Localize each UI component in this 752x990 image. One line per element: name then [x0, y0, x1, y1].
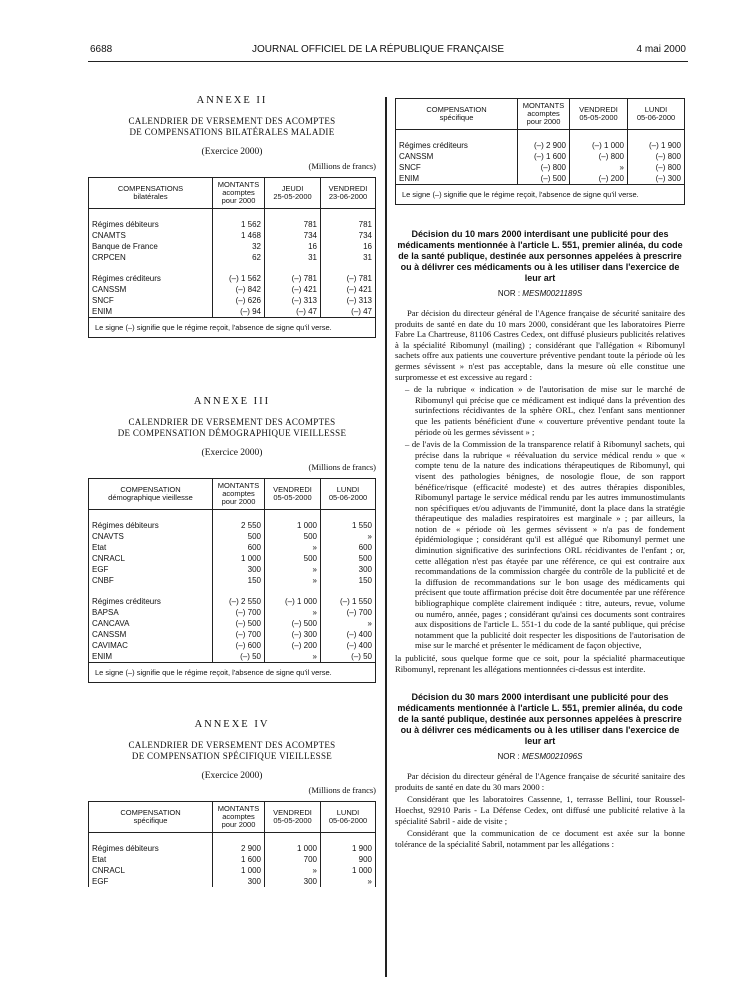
paragraph: – de l'avis de la Commission de la transparence relatif à Ribomunyl sachets, qui précise dans la rubrique « réévaluation du service médical rendu » que « compte tenu de la nature des indications thérapeutiques de Ribomunyl, qui visent des pathologies bénignes, de nosologie floue, de son rapport bénéfice/risque (efficacité modeste) et des autres thérapies disponibles, Ribomunyl partage le service médical rendu par les autres immunostimulants non spécifiques et/ou adjuvants de l'immunité, dont la place dans la stratégie thérapeutique des maladies respiratoires est marginale » ; par ailleurs, la notion de « période où les germes sévissent » n'a pas de fondement épidémiologique ; considérant qu'il est allégué que Ribomunyl permet une diminution significative des surinfections ORL récidivantes de l'enfant ; or, cette allégation n'est pas étayée par une référence, ce qui est contraire aux recommandations de la commission chargée du contrôle de la publicité et de la diffusion de recommandations sur le bon usage des médicaments qui précisent que toute affirmation précise doit être documentée par une référence bibliographique complète clairement indiquée : titre, auteurs, revue, volume ou numéro, année, pages ; considérant qu'ainsi ces documents sont contraires aux dispositions de l'article L. 551-1 du code de la santé publique, qui précise notamment que la publicité doit respecter les dispositions de l'autorisation de mise sur le marché et présenter le médicament de façon objective, [405, 439, 685, 651]
table-row: EGF 300 300 » [89, 876, 376, 887]
table-row: Régimes créditeurs (–) 2 550 (–) 1 000 (–) 1 550 [89, 596, 376, 607]
table-row: CNBF 150 » 150 [89, 575, 376, 586]
units-label: (Millions de francs) [308, 462, 376, 472]
col-header-date1: JEUDI 25-05-2000 [265, 178, 321, 209]
table-row: Banque de France 32 16 16 [89, 241, 376, 252]
col-header-montants: MONTANTS acomptes pour 2000 [213, 802, 265, 833]
units-label: (Millions de francs) [308, 785, 376, 795]
page-header [60, 44, 696, 60]
table-header-row [89, 479, 376, 510]
decision-title: Décision du 10 mars 2000 interdisant une publicité pour des médicaments mentionnée à l'article L. 551, premier alinéa, du code de la santé publique, destinée aux personnes appelées à prescrire ou à délivrer ces médicaments ou à les utiliser dans l'exercice de leur art [397, 229, 683, 283]
right-column [395, 98, 685, 851]
table-row: CAVIMAC (–) 600 (–) 200 (–) 400 [89, 640, 376, 651]
annex-title-line1: CALENDRIER DE VERSEMENT DES ACOMPTES [128, 116, 336, 126]
col-header-compensation: COMPENSATION démographique vieillesse [89, 479, 213, 510]
table-row: CANSSM (–) 700 (–) 300 (–) 400 [89, 629, 376, 640]
col-header-date2: VENDREDI 23-06-2000 [321, 178, 376, 209]
col-header-compensation: COMPENSATION spécifique [396, 99, 518, 130]
table-note: Le signe (–) signifie que le régime reçoit, l'absence de signe qu'il verse. [395, 185, 685, 205]
table-row: ENIM (–) 50 » (–) 50 [89, 651, 376, 663]
table-row: SNCF (–) 626 (–) 313 (–) 313 [89, 295, 376, 306]
exercice-label: (Exercice 2000) [201, 771, 263, 781]
table-row: CANSSM (–) 842 (–) 421 (–) 421 [89, 284, 376, 295]
decision-body [395, 771, 685, 849]
table-row: BAPSA (–) 700 » (–) 700 [89, 607, 376, 618]
table-row: CNAMTS 1 468 734 734 [89, 230, 376, 241]
annex-3 [88, 396, 376, 683]
table-row: Etat 1 600 700 900 [89, 854, 376, 865]
col-header-montants: MONTANTS acomptes pour 2000 [518, 99, 570, 130]
table-row: CNRACL 1 000 500 500 [89, 553, 376, 564]
paragraph: Considérant que la communication de ce document est axée sur la bonne tolérance de la spécialité Sabril, notamment par les allégations : [395, 828, 685, 849]
left-column [88, 95, 376, 887]
table-note: Le signe (–) signifie que le régime reçoit, l'absence de signe qu'il verse. [88, 318, 376, 338]
decision-2 [395, 692, 685, 849]
table-row: ENIM (–) 500 (–) 200 (–) 300 [396, 173, 685, 185]
annex-2 [88, 95, 376, 338]
issue-date: 4 mai 2000 [636, 44, 686, 55]
col-header-date2: LUNDI 05-06-2000 [321, 802, 376, 833]
table-row: Régimes débiteurs 2 900 1 000 1 900 [89, 843, 376, 854]
table-note: Le signe (–) signifie que le régime reçoit, l'absence de signe qu'il verse. [88, 663, 376, 683]
decision-body [395, 308, 685, 674]
annex-title-line2: DE COMPENSATION SPÉCIFIQUE VIEILLESSE [131, 751, 333, 761]
table-header-row [89, 178, 376, 209]
paragraph: Par décision du directeur général de l'Agence française de sécurité sanitaire des produits de santé en date du 30 mars 2000 : [395, 771, 685, 792]
table-row: Régimes créditeurs (–) 1 562 (–) 781 (–) 781 [89, 273, 376, 284]
annex-4-table [88, 801, 376, 887]
annex-4-table-continued [395, 98, 685, 185]
nor-reference: NOR : MESM0021189S [497, 289, 583, 298]
decision-title: Décision du 30 mars 2000 interdisant une publicité pour des médicaments mentionnée à l'article L. 551, premier alinéa, du code de la santé publique, destinée aux personnes appelées à prescrire ou à délivrer ces médicaments ou à les utiliser dans l'exercice de leur art [397, 692, 683, 747]
col-header-date1: VENDREDI 05-05-2000 [265, 479, 321, 510]
table-row: SNCF (–) 800 » (–) 800 [396, 162, 685, 173]
col-header-date2: LUNDI 05-06-2000 [321, 479, 376, 510]
column-divider [385, 97, 387, 977]
col-header-date2: LUNDI 05-06-2000 [628, 99, 685, 130]
col-header-compensation: COMPENSATIONS bilatérales [89, 178, 213, 209]
annex-title-line2: DE COMPENSATION DÉMOGRAPHIQUE VIEILLESSE [117, 428, 347, 438]
col-header-montants: MONTANTS acomptes pour 2000 [213, 479, 265, 510]
decision-1 [395, 229, 685, 674]
table-row: CANCAVA (–) 500 (–) 500 » [89, 618, 376, 629]
annex-title-line1: CALENDRIER DE VERSEMENT DES ACOMPTES [128, 740, 336, 750]
table-row: CANSSM (–) 1 600 (–) 800 (–) 800 [396, 151, 685, 162]
nor-reference: NOR : MESM0021096S [497, 752, 583, 762]
col-header-date1: VENDREDI 05-05-2000 [265, 802, 321, 833]
units-label: (Millions de francs) [308, 161, 376, 171]
table-row: CNRACL 1 000 » 1 000 [89, 865, 376, 876]
paragraph: Par décision du directeur général de l'Agence française de sécurité sanitaire des produits de santé en date du 10 mars 2000, considérant que les laboratoires Pierre Fabre La Chartreuse, 81106 Castres Cedex, ont diffusé plusieurs publicités relatives à la spécialité Ribomunyl (mailing) ; considérant que l'allégation « Ribomunyl sachets offre aux patients une couverture préventive pendant toute la période où les germes sévissent » n'est pas acceptable, dans la mesure où elle constitue une surpromesse et est excessive au regard : [395, 308, 685, 382]
annex-heading: ANNEXE III [193, 396, 271, 407]
table-row: CRPCEN 62 31 31 [89, 252, 376, 263]
table-row: Régimes débiteurs 2 550 1 000 1 550 [89, 520, 376, 531]
annex-3-table [88, 478, 376, 663]
table-header-row [89, 802, 376, 833]
col-header-date1: VENDREDI 05-05-2000 [570, 99, 628, 130]
table-row: Régimes créditeurs (–) 2 900 (–) 1 000 (–) 1 900 [396, 140, 685, 151]
annex-heading: ANNEXE IV [194, 719, 270, 730]
paragraph: Considérant que les laboratoires Cassenne, 1, terrasse Bellini, tour Roussel-Hoechst, 92910 Paris - La Défense Cedex, ont diffusé une publicité relative à la spécialité Sabril - aide de visite ; [395, 794, 685, 826]
col-header-compensation: COMPENSATION spécifique [89, 802, 213, 833]
table-row: EGF 300 » 300 [89, 564, 376, 575]
header-rule [88, 61, 688, 62]
paragraph: la publicité, sous quelque forme que ce soit, pour la spécialité pharmaceutique Ribomunyl, reprenant les allégations mentionnées ci-dessus est interdite. [395, 653, 685, 674]
annex-title-line2: DE COMPENSATIONS BILATÉRALES MALADIE [129, 127, 335, 137]
annex-2-table [88, 177, 376, 318]
exercice-label: (Exercice 2000) [201, 147, 263, 157]
exercice-label: (Exercice 2000) [201, 448, 263, 458]
paragraph: – de la rubrique « indication » de l'autorisation de mise sur le marché de Ribomunyl qui précise que ce médicament est indiqué dans la prévention des surinfections récidivantes de la sphère ORL, chez l'enfant sans mentionner que les patients bénéficient d'une « couverture préventive pendant toute la période où les germes sévissent » ; [405, 384, 685, 437]
annex-heading: ANNEXE II [196, 95, 268, 106]
annex-title-line1: CALENDRIER DE VERSEMENT DES ACOMPTES [128, 417, 336, 427]
table-row: Régimes débiteurs 1 562 781 781 [89, 219, 376, 230]
table-row: CNAVTS 500 500 » [89, 531, 376, 542]
page-number: 6688 [90, 44, 113, 55]
col-header-montants: MONTANTS acomptes pour 2000 [213, 178, 265, 209]
table-row: ENIM (–) 94 (–) 47 (–) 47 [89, 306, 376, 318]
annex-4 [88, 719, 376, 887]
table-header-row [396, 99, 685, 130]
journal-title: JOURNAL OFFICIEL DE LA RÉPUBLIQUE FRANÇAISE [251, 44, 505, 55]
table-row: Etat 600 » 600 [89, 542, 376, 553]
